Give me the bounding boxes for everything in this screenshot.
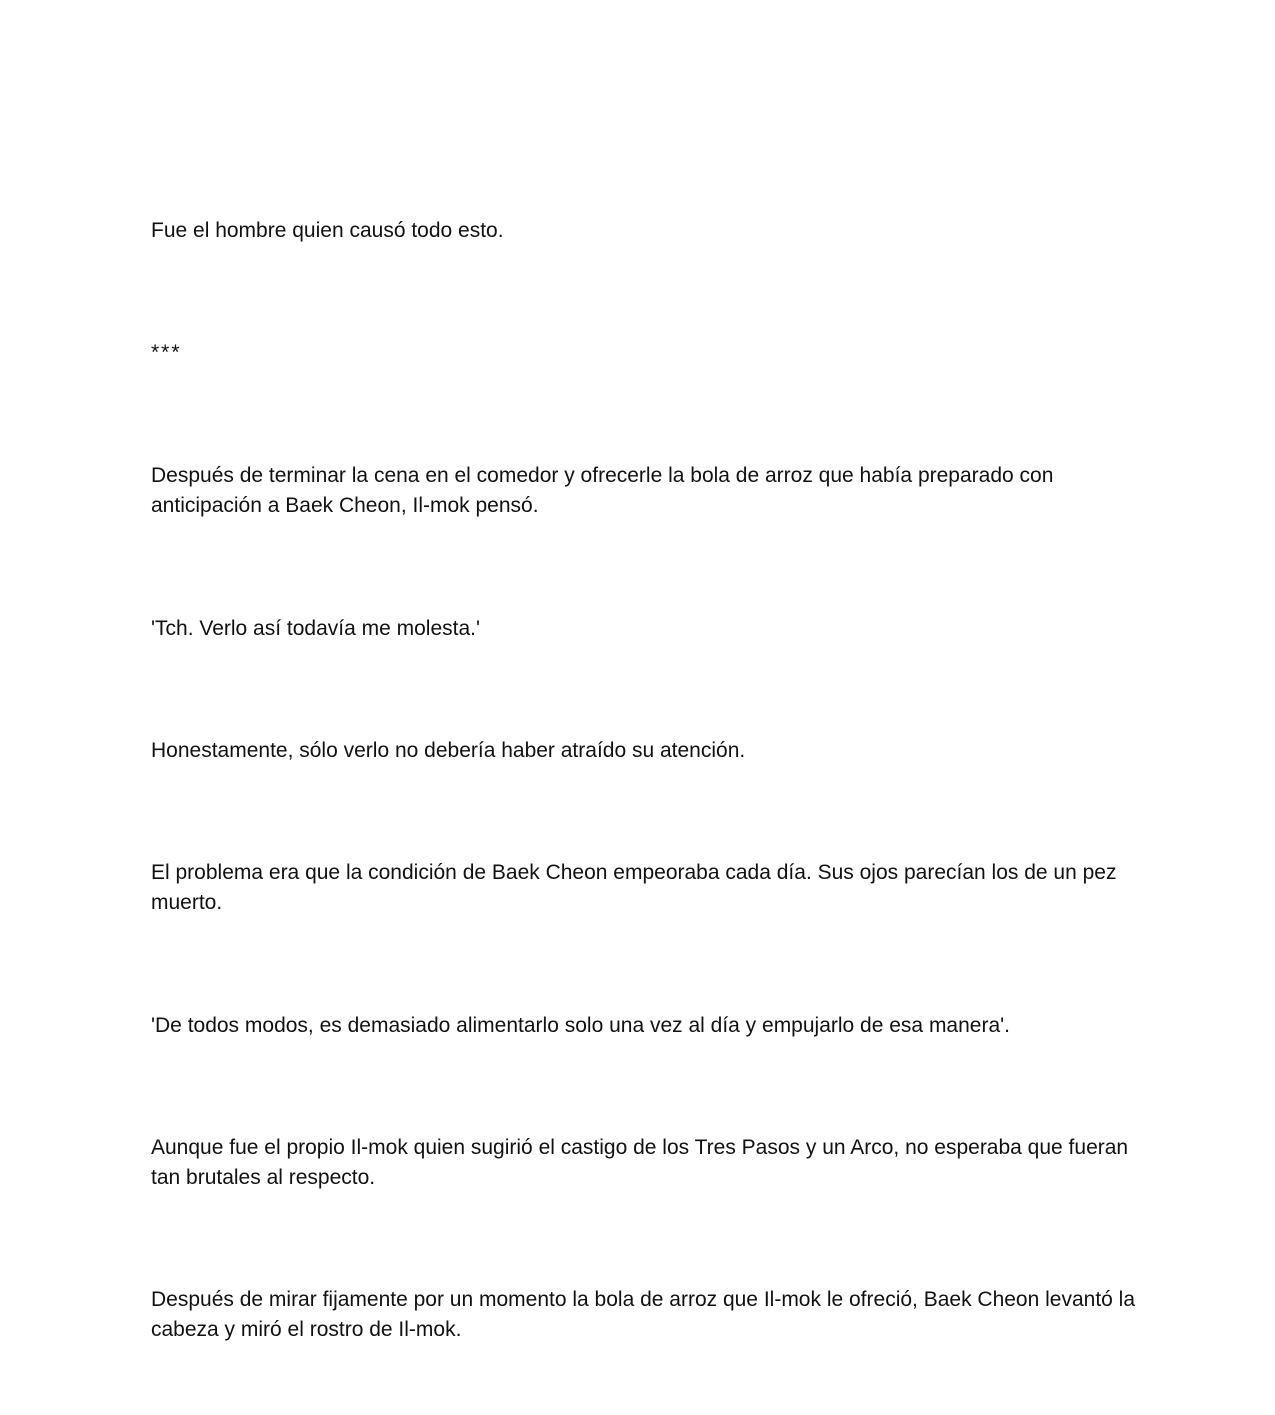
paragraph: El problema era que la condición de Baek Cheon empeoraba cada día. Sus ojos parecían los de un pez muerto.: [151, 861, 1117, 914]
paragraph: Aunque fue el propio Il-mok quien sugirió el castigo de los Tres Pasos y un Arco, no esperaba que fueran tan brutales al respecto.: [151, 1136, 1129, 1189]
paragraph: Fue el hombre quien causó todo esto.: [151, 219, 504, 242]
paragraph: Después de mirar fijamente por un momento la bola de arroz que Il-mok le ofreció, Baek Cheon levantó la cabeza y miró el rostro de Il-mok.: [151, 1288, 1136, 1341]
paragraph: Después de terminar la cena en el comedor y ofrecerle la bola de arroz que había preparado con anticipación a Baek Cheon, Il-mok pensó.: [151, 464, 1054, 517]
paragraph: 'Tch. Verlo así todavía me molesta.': [151, 617, 481, 640]
paragraph: 'De todos modos, es demasiado alimentarlo solo una vez al día y empujarlo de esa manera'.: [151, 1014, 1010, 1037]
scene-break: ***: [151, 341, 182, 364]
paragraph: Honestamente, sólo verlo no debería haber atraído su atención.: [151, 739, 746, 762]
